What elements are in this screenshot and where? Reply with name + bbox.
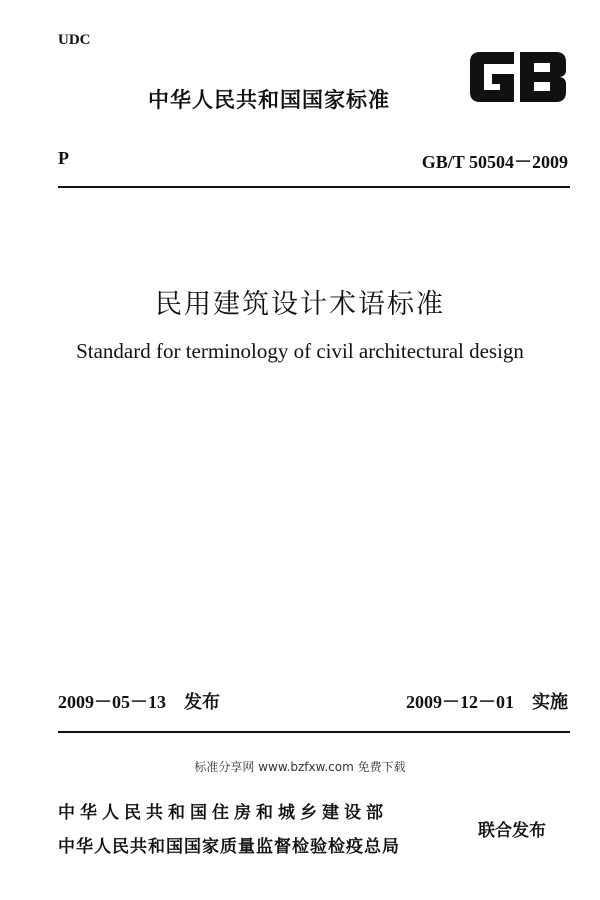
gb-logo-text: GB [518,80,520,81]
issue-date: 2009－05－13 发布 [58,692,220,712]
top-divider [58,186,570,188]
implementation-date: 2009－12－01 实施 [406,692,568,712]
udc-label: UDC [58,32,91,48]
joint-release-label: 联合发布 [478,821,546,841]
watermark-text: 标准分享网 www.bzfxw.com 免费下载 [194,760,406,774]
bottom-divider [58,731,570,733]
title-chinese: 民用建筑设计术语标准 [155,289,445,320]
category-label: P [58,148,69,168]
gb-logo-letters [470,52,566,102]
title-english: Standard for terminology of civil architectural design [76,339,524,363]
national-standard-heading: 中华人民共和国国家标准 [148,88,390,112]
standard-code: GB/T 50504－2009 [421,152,568,172]
gb-logo [466,44,570,110]
publisher-line-2: 中华人民共和国国家质量监督检验检疫总局 [58,837,400,857]
publisher-line-1: 中华人民共和国住房和城乡建设部 [58,803,388,823]
